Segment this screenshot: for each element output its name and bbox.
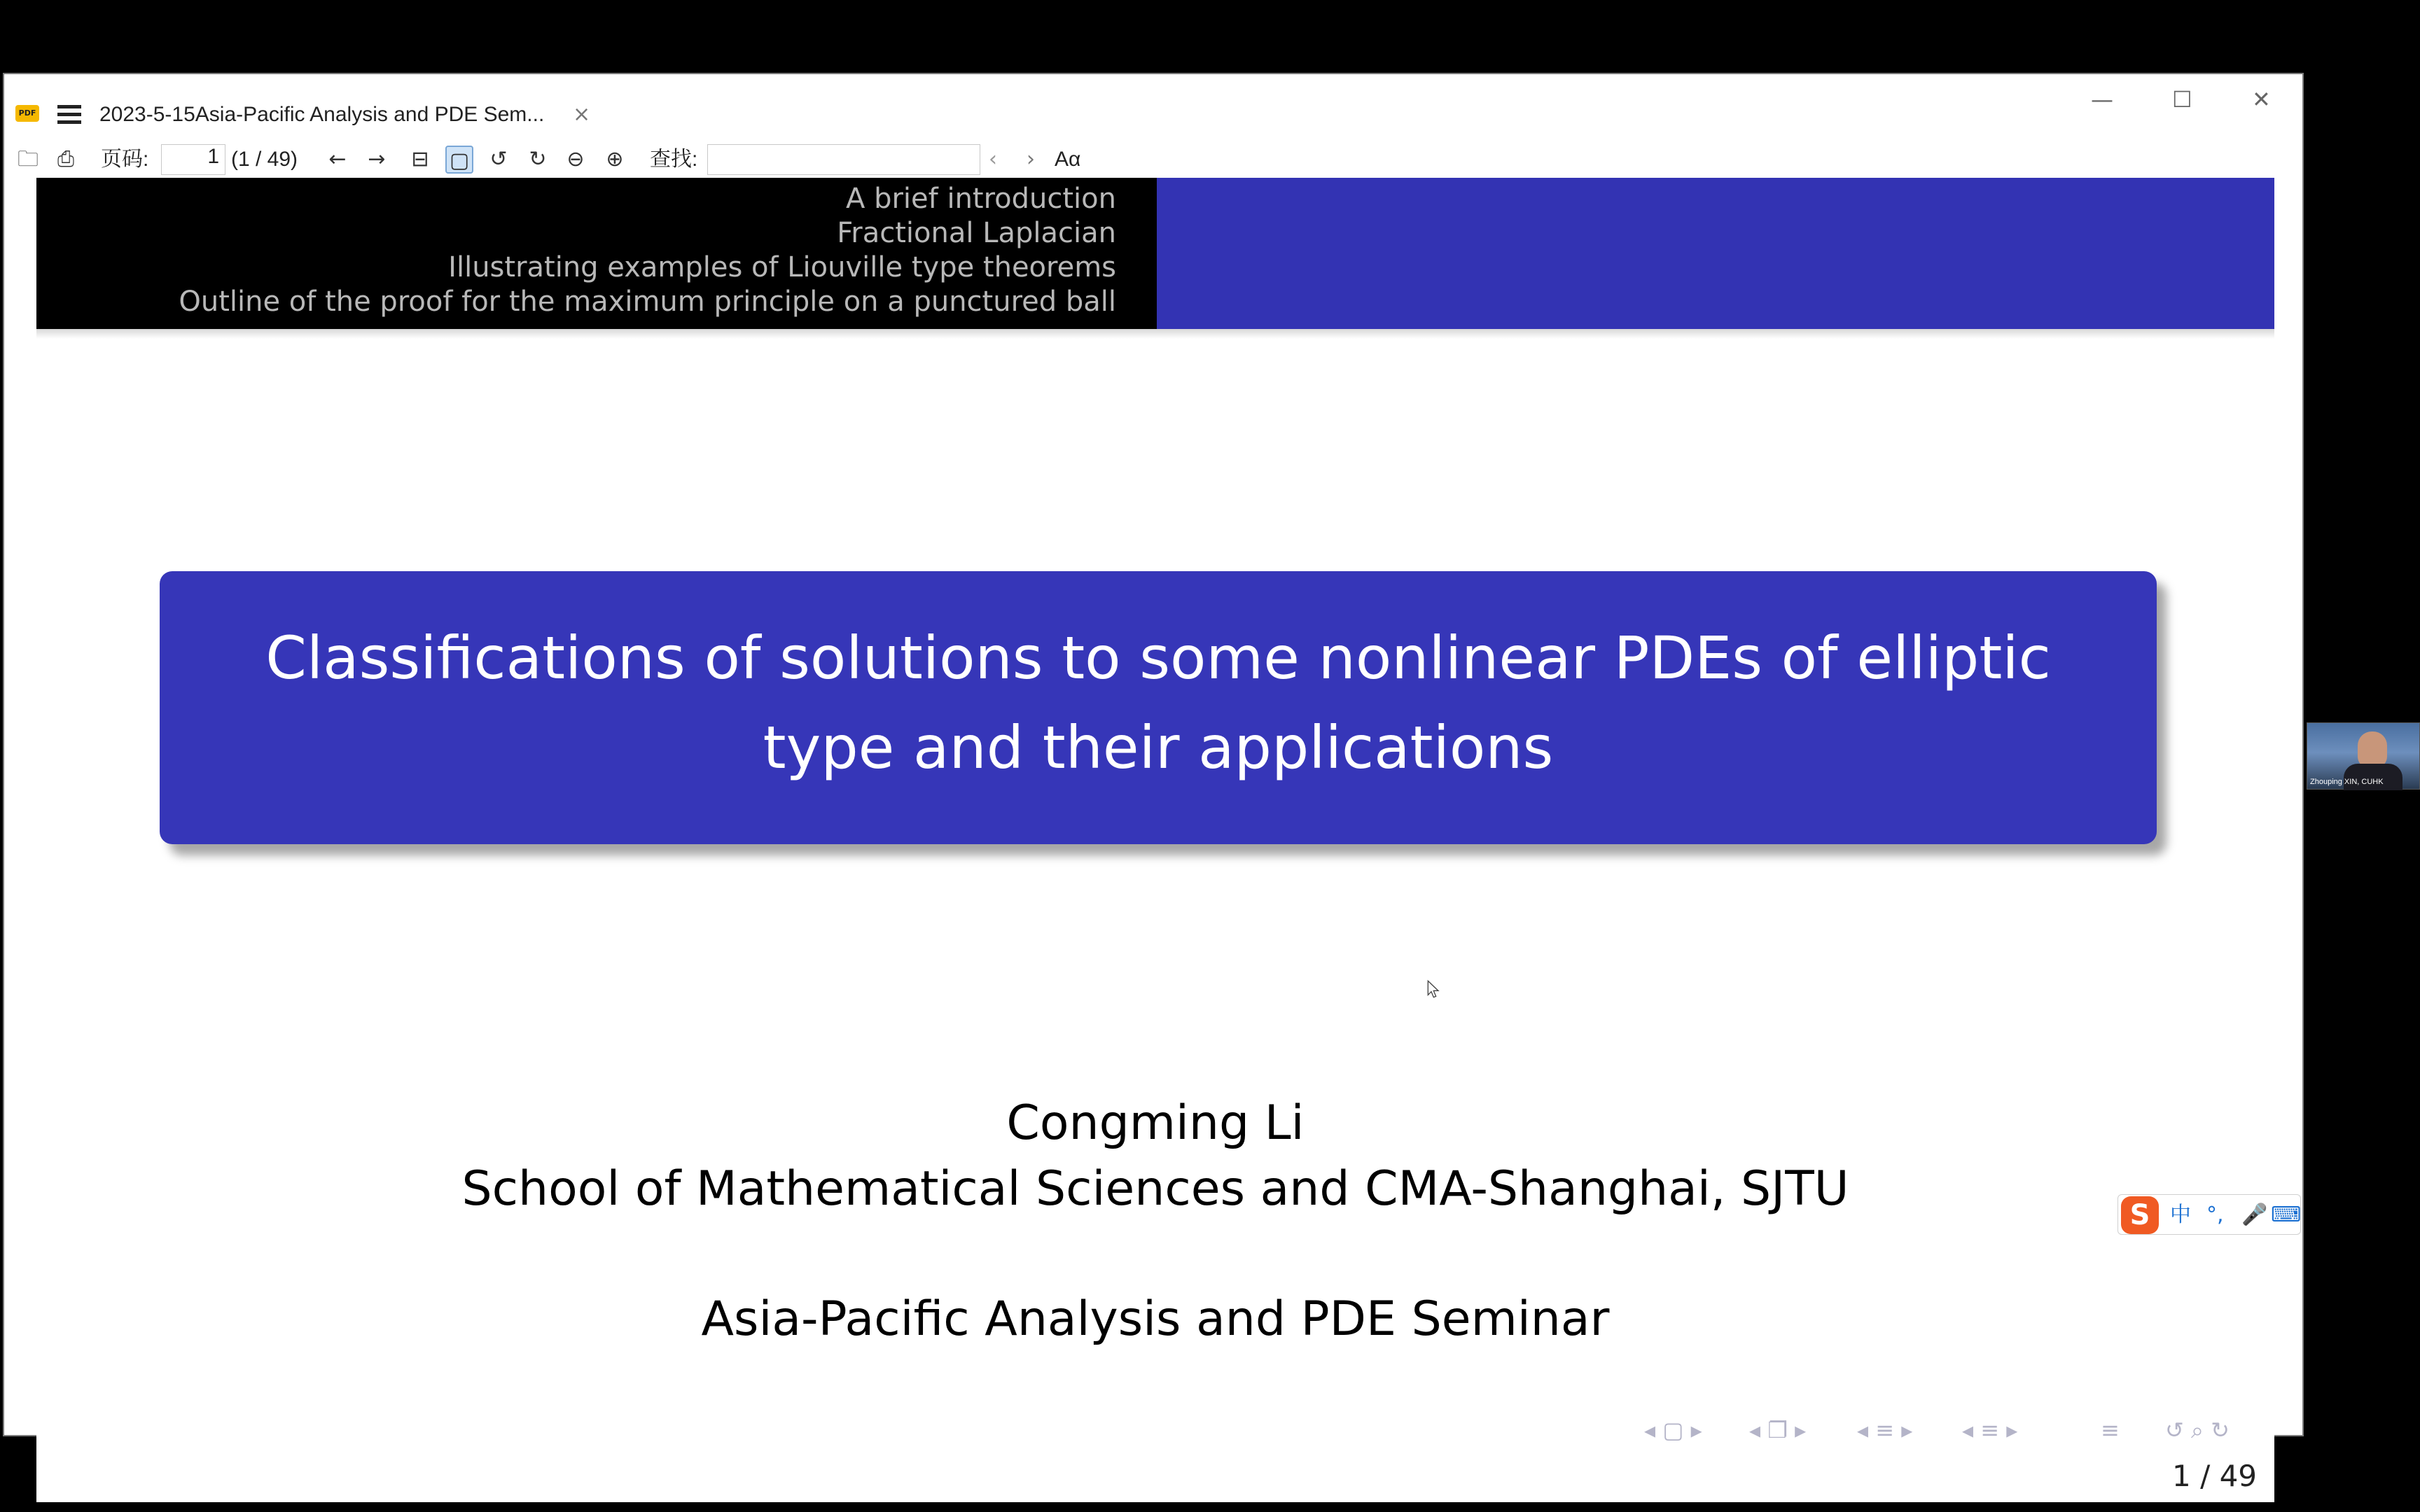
page-label: 页码: [101,148,149,171]
minimize-button[interactable]: — [2091,86,2113,113]
beamer-section-nav-icon[interactable]: ◂ ≡ ▸ [1857,1417,1913,1443]
header-blue-band [1157,178,2274,329]
close-button[interactable]: ✕ [2252,86,2271,113]
beamer-back-search-icon[interactable]: ↺ ⌕ ↻ [2165,1417,2230,1443]
find-label: 查找: [650,148,698,171]
rotate-right-icon[interactable]: ↻ [529,147,547,172]
forward-arrow-icon[interactable]: → [368,147,386,172]
title-line-1: Classifications of solutions to some nonlinear PDEs of elliptic [265,624,2051,692]
rotate-left-icon[interactable]: ↺ [489,147,508,172]
keyboard-icon[interactable]: ⌨ [2271,1203,2302,1227]
find-previous-icon[interactable]: ‹ [989,147,997,172]
find-next-icon[interactable]: › [1027,147,1035,172]
author-affiliation: School of Mathematical Sciences and CMA-Shanghai, SJTU [461,1161,1849,1217]
zoom-out-icon[interactable]: ⊖ [566,147,585,172]
app-logo-icon: PDF [15,105,39,122]
seminar-name: Asia-Pacific Analysis and PDE Seminar [701,1292,1610,1347]
menu-icon[interactable] [57,105,81,125]
participant-head [2358,732,2387,768]
zoom-in-icon[interactable]: ⊕ [606,147,624,172]
page-number-input[interactable]: 1 [161,144,225,175]
match-case-button[interactable]: Aα [1055,148,1081,171]
back-arrow-icon[interactable]: ← [328,147,347,172]
microphone-icon[interactable]: 🎤 [2241,1203,2268,1227]
tab-close-icon[interactable]: × [573,102,591,127]
nav-item-introduction[interactable]: A brief introduction [846,183,1116,215]
title-line-2: type and their applications [763,713,1554,782]
document-tab[interactable]: 2023-5-15Asia-Pacific Analysis and PDE Sem... [99,103,545,126]
ime-language-toggle[interactable]: 中 [2170,1203,2191,1227]
beamer-toc-icon[interactable]: ≡ [2101,1417,2120,1443]
single-page-view-icon[interactable]: ▢ [445,146,473,174]
beamer-subsection-nav-icon[interactable]: ◂ ❐ ▸ [1749,1417,1807,1443]
beamer-frame-nav-icon[interactable]: ◂ ▢ ▸ [1644,1417,1702,1443]
maximize-button[interactable]: ☐ [2172,86,2192,113]
ime-punctuation-toggle[interactable]: °, [2206,1203,2224,1227]
nav-item-liouville-examples[interactable]: Illustrating examples of Liouville type theorems [448,251,1116,284]
pdf-viewer-window [3,73,2304,1493]
print-icon[interactable]: ⎙ [57,147,74,172]
section-nav [36,178,1157,329]
mouse-cursor-icon [1427,977,1441,1002]
header-shadow [36,329,2274,339]
participant-name: Zhouping XIN, CUHK [2310,778,2384,786]
ime-logo-icon[interactable]: S [2121,1196,2159,1234]
slide-header [36,178,2274,329]
find-input[interactable] [707,144,980,175]
toolbar [4,137,2302,182]
slide-page-number: 1 / 49 [2172,1459,2258,1493]
participant-body [2344,764,2402,790]
open-folder-icon[interactable]: 🗀 [18,147,39,172]
ime-toolbar[interactable] [2118,1194,2301,1235]
title-block [160,571,2157,844]
continuous-view-icon[interactable]: ⊟ [411,147,429,172]
beamer-document-nav-icon[interactable]: ◂ ≡ ▸ [1962,1417,2018,1443]
page-total: (1 / 49) [231,148,298,171]
video-thumbnail[interactable] [2307,722,2420,790]
nav-item-proof-outline[interactable]: Outline of the proof for the maximum principle on a punctured ball [179,286,1116,318]
slide-page [36,178,2274,1502]
author-name: Congming Li [1006,1096,1305,1151]
nav-item-fractional-laplacian[interactable]: Fractional Laplacian [837,217,1116,249]
